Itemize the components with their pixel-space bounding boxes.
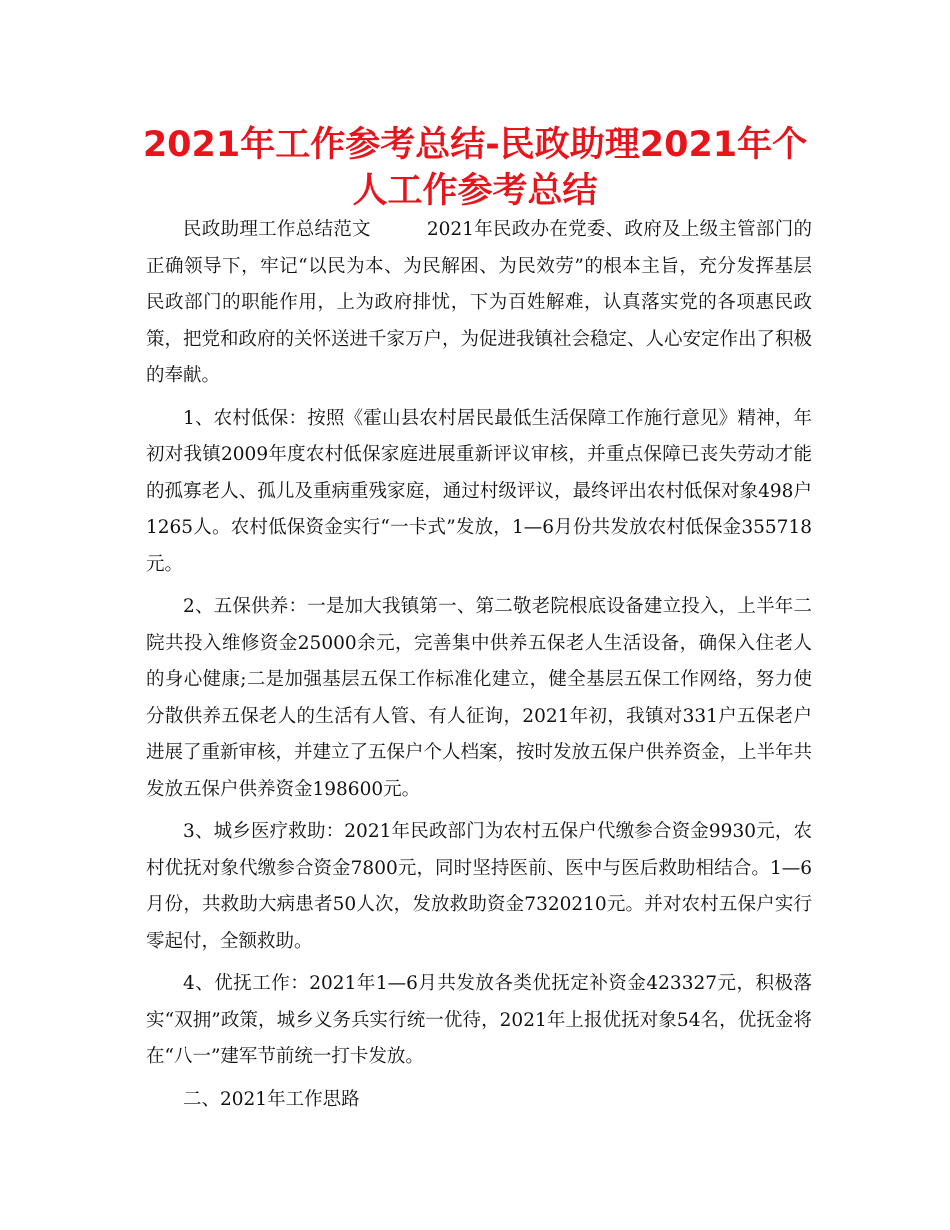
paragraph-preferential-care: 4、优抚工作：2021年1—6月共发放各类优抚定补资金423327元，积极落实“双拥”政策，城乡义务兵实行统一优待，2021年上报优抚对象54名，优抚金将在“八一”建军节前统一打卡发放。 — [146, 973, 812, 1067]
paragraph-rural-subsistence: 1、农村低保：按照《霍山县农村居民最低生活保障工作施行意见》精神，年初对我镇2009年度农村低保家庭进展重新评议审核，并重点保障已丧失劳动才能的孤寡老人、孤儿及重病重残家庭，通过村级评议，最终评出农村低保对象498户1265人。农村低保资金实行“一卡式”发放，1—6月份共发放农村低保金355718元。 — [146, 407, 812, 575]
paragraph-five-guarantees: 2、五保供养：一是加大我镇第一、第二敬老院根底设备建立投入，上半年二院共投入维修资金25000余元，完善集中供养五保老人生活设备，确保入住老人的身心健康;二是加强基层五保工作标准化建立，健全基层五保工作网络，努力使分散供养五保老人的生活有人管、有人征询，2021年初，我镇对331户五保老户进展了重新审核，并建立了五保户个人档案，按时发放五保户供养资金，上半年共发放五保户供养资金198600元。 — [146, 596, 813, 800]
intro-paragraph — [146, 212, 812, 395]
paragraph-medical-aid: 3、城乡医疗救助：2021年民政部门为农村五保户代缴参合资金9930元，农村优抚对象代缴参合资金7800元，同时坚持医前、医中与医后救助相结合。1—6月份，共救助大病患者50人次，发放救助资金7320210元。并对农村五保户实行零起付，全额救助。 — [146, 821, 812, 952]
document-body — [146, 212, 812, 1118]
section-heading-work-plan: 二、2021年工作思路 — [183, 1088, 360, 1110]
intro-text: 2021年民政办在党委、政府及上级主管部门的正确领导下，牢记“以民为本、为民解困、为民效劳”的根本主旨，充分发挥基层民政部门的职能作用，上为政府排忧，下为百姓解难，认真落实党的各项惠民政策，把党和政府的关怀送进千家万户，为促进我镇社会稳定、人心安定作出了积极的奉献。 — [146, 219, 813, 386]
document-title: 2021年工作参考总结-民政助理2021年个人工作参考总结 — [142, 125, 808, 211]
intro-label: 民政助理工作总结范文 — [183, 219, 371, 240]
